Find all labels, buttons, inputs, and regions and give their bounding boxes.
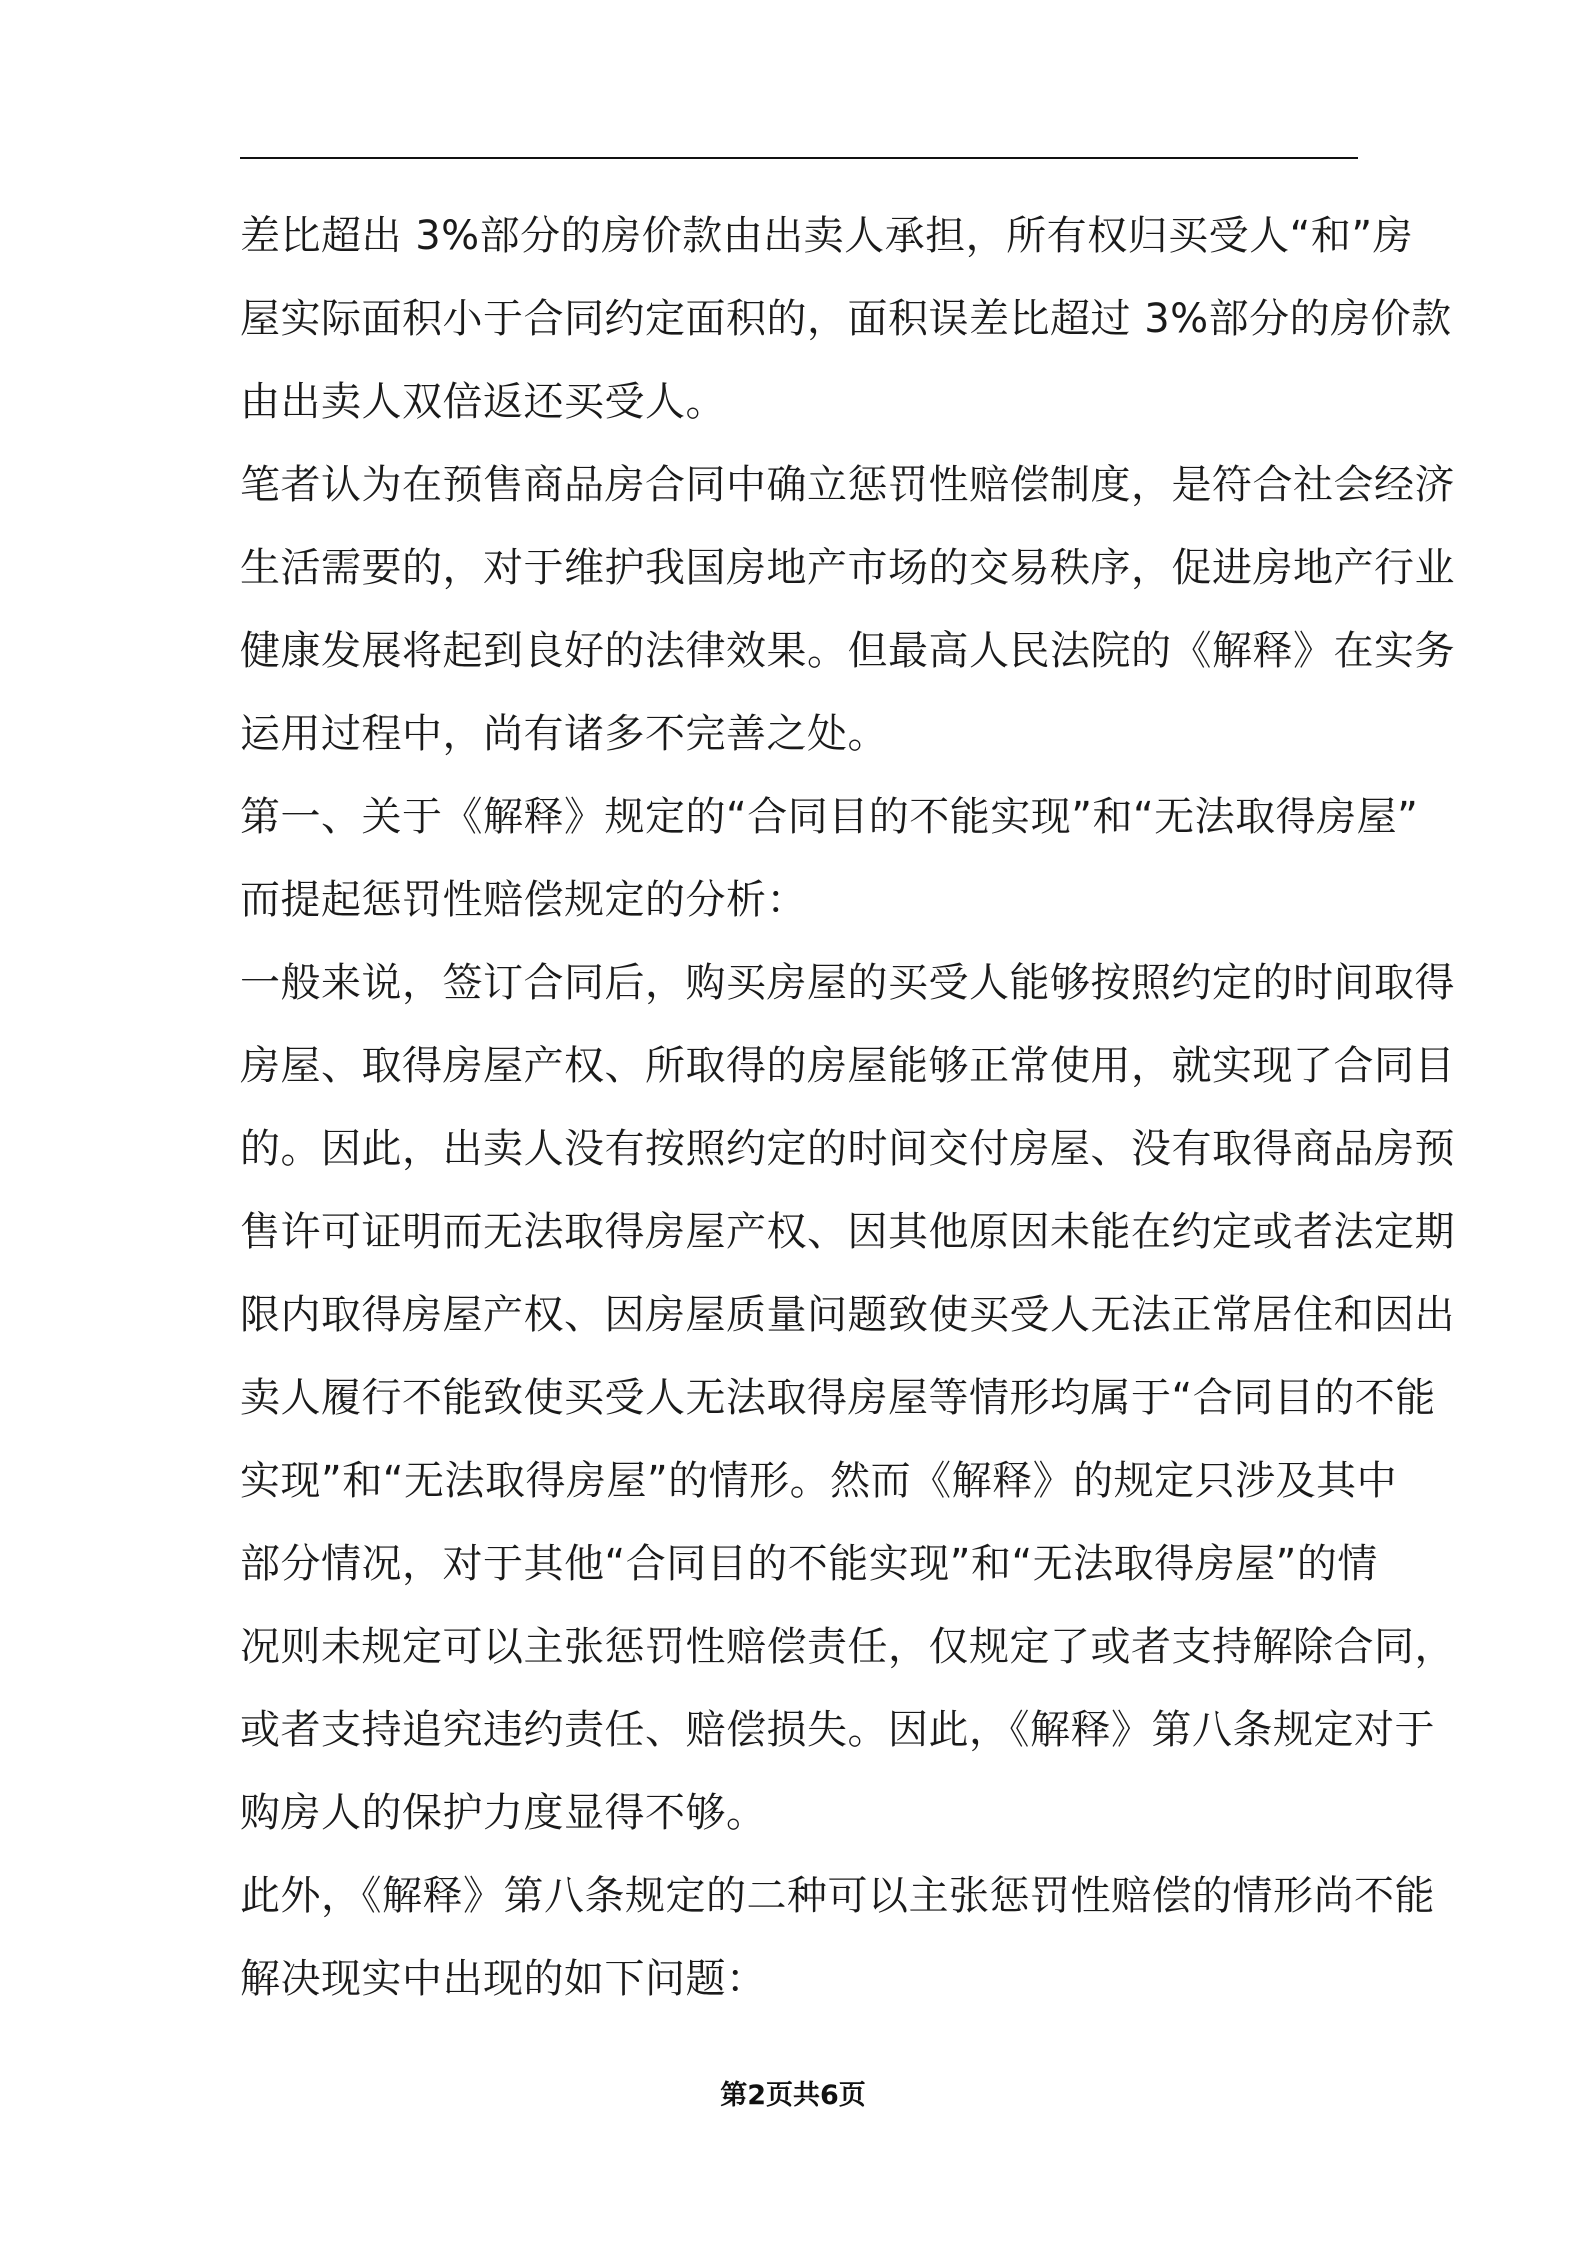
text-line: 实现”和“无法取得房屋”的情形。然而《解释》的规定只涉及其中 [240, 1458, 1398, 1504]
text-line: 运用过程中，尚有诸多不完善之处。 [240, 711, 888, 757]
text-line: 健康发展将起到良好的法律效果。但最高人民法院的《解释》在实务 [240, 628, 1455, 674]
text-line: 由出卖人双倍返还买受人。 [240, 379, 726, 425]
text-line: 售许可证明而无法取得房屋产权、因其他原因未能在约定或者法定期 [240, 1209, 1455, 1255]
text-line: 或者支持追究违约责任、赔偿损失。因此，《解释》第八条规定对于 [240, 1707, 1435, 1753]
text-line: 第一、关于《解释》规定的“合同目的不能实现”和“无法取得房屋” [240, 794, 1419, 840]
paragraph [240, 942, 1455, 1855]
paragraph [240, 195, 1452, 444]
text-line: 此外，《解释》第八条规定的二种可以主张惩罚性赔偿的情形尚不能 [240, 1873, 1435, 1919]
text-line: 差比超出 3%部分的房价款由出卖人承担，所有权归买受人“和”房 [240, 213, 1414, 259]
text-line: 一般来说，签订合同后，购买房屋的买受人能够按照约定的时间取得 [240, 960, 1455, 1006]
text-line: 况则未规定可以主张惩罚性赔偿责任，仅规定了或者支持解除合同， [240, 1624, 1455, 1670]
paragraph [240, 1855, 1435, 2021]
text-line: 卖人履行不能致使买受人无法取得房屋等情形均属于“合同目的不能 [240, 1375, 1436, 1421]
text-line: 解决现实中出现的如下问题： [240, 1956, 767, 2002]
text-line: 的。因此，出卖人没有按照约定的时间交付房屋、没有取得商品房预 [240, 1126, 1455, 1172]
paragraph [240, 776, 1419, 942]
text-line: 购房人的保护力度显得不够。 [240, 1790, 767, 1836]
text-line: 房屋、取得房屋产权、所取得的房屋能够正常使用，就实现了合同目 [240, 1043, 1455, 1089]
text-line: 部分情况，对于其他“合同目的不能实现”和“无法取得房屋”的情 [240, 1541, 1378, 1587]
text-line: 限内取得房屋产权、因房屋质量问题致使买受人无法正常居住和因出 [240, 1292, 1455, 1338]
text-line: 生活需要的，对于维护我国房地产市场的交易秩序，促进房地产行业 [240, 545, 1455, 591]
document-body [240, 195, 1455, 2021]
text-line: 屋实际面积小于合同约定面积的，面积误差比超过 3%部分的房价款 [240, 296, 1452, 342]
header-rule [240, 157, 1358, 159]
page-number: 第2页共6页 [720, 2080, 866, 2111]
text-line: 而提起惩罚性赔偿规定的分析： [240, 877, 807, 923]
paragraph [240, 444, 1455, 776]
text-line: 笔者认为在预售商品房合同中确立惩罚性赔偿制度，是符合社会经济 [240, 462, 1455, 508]
